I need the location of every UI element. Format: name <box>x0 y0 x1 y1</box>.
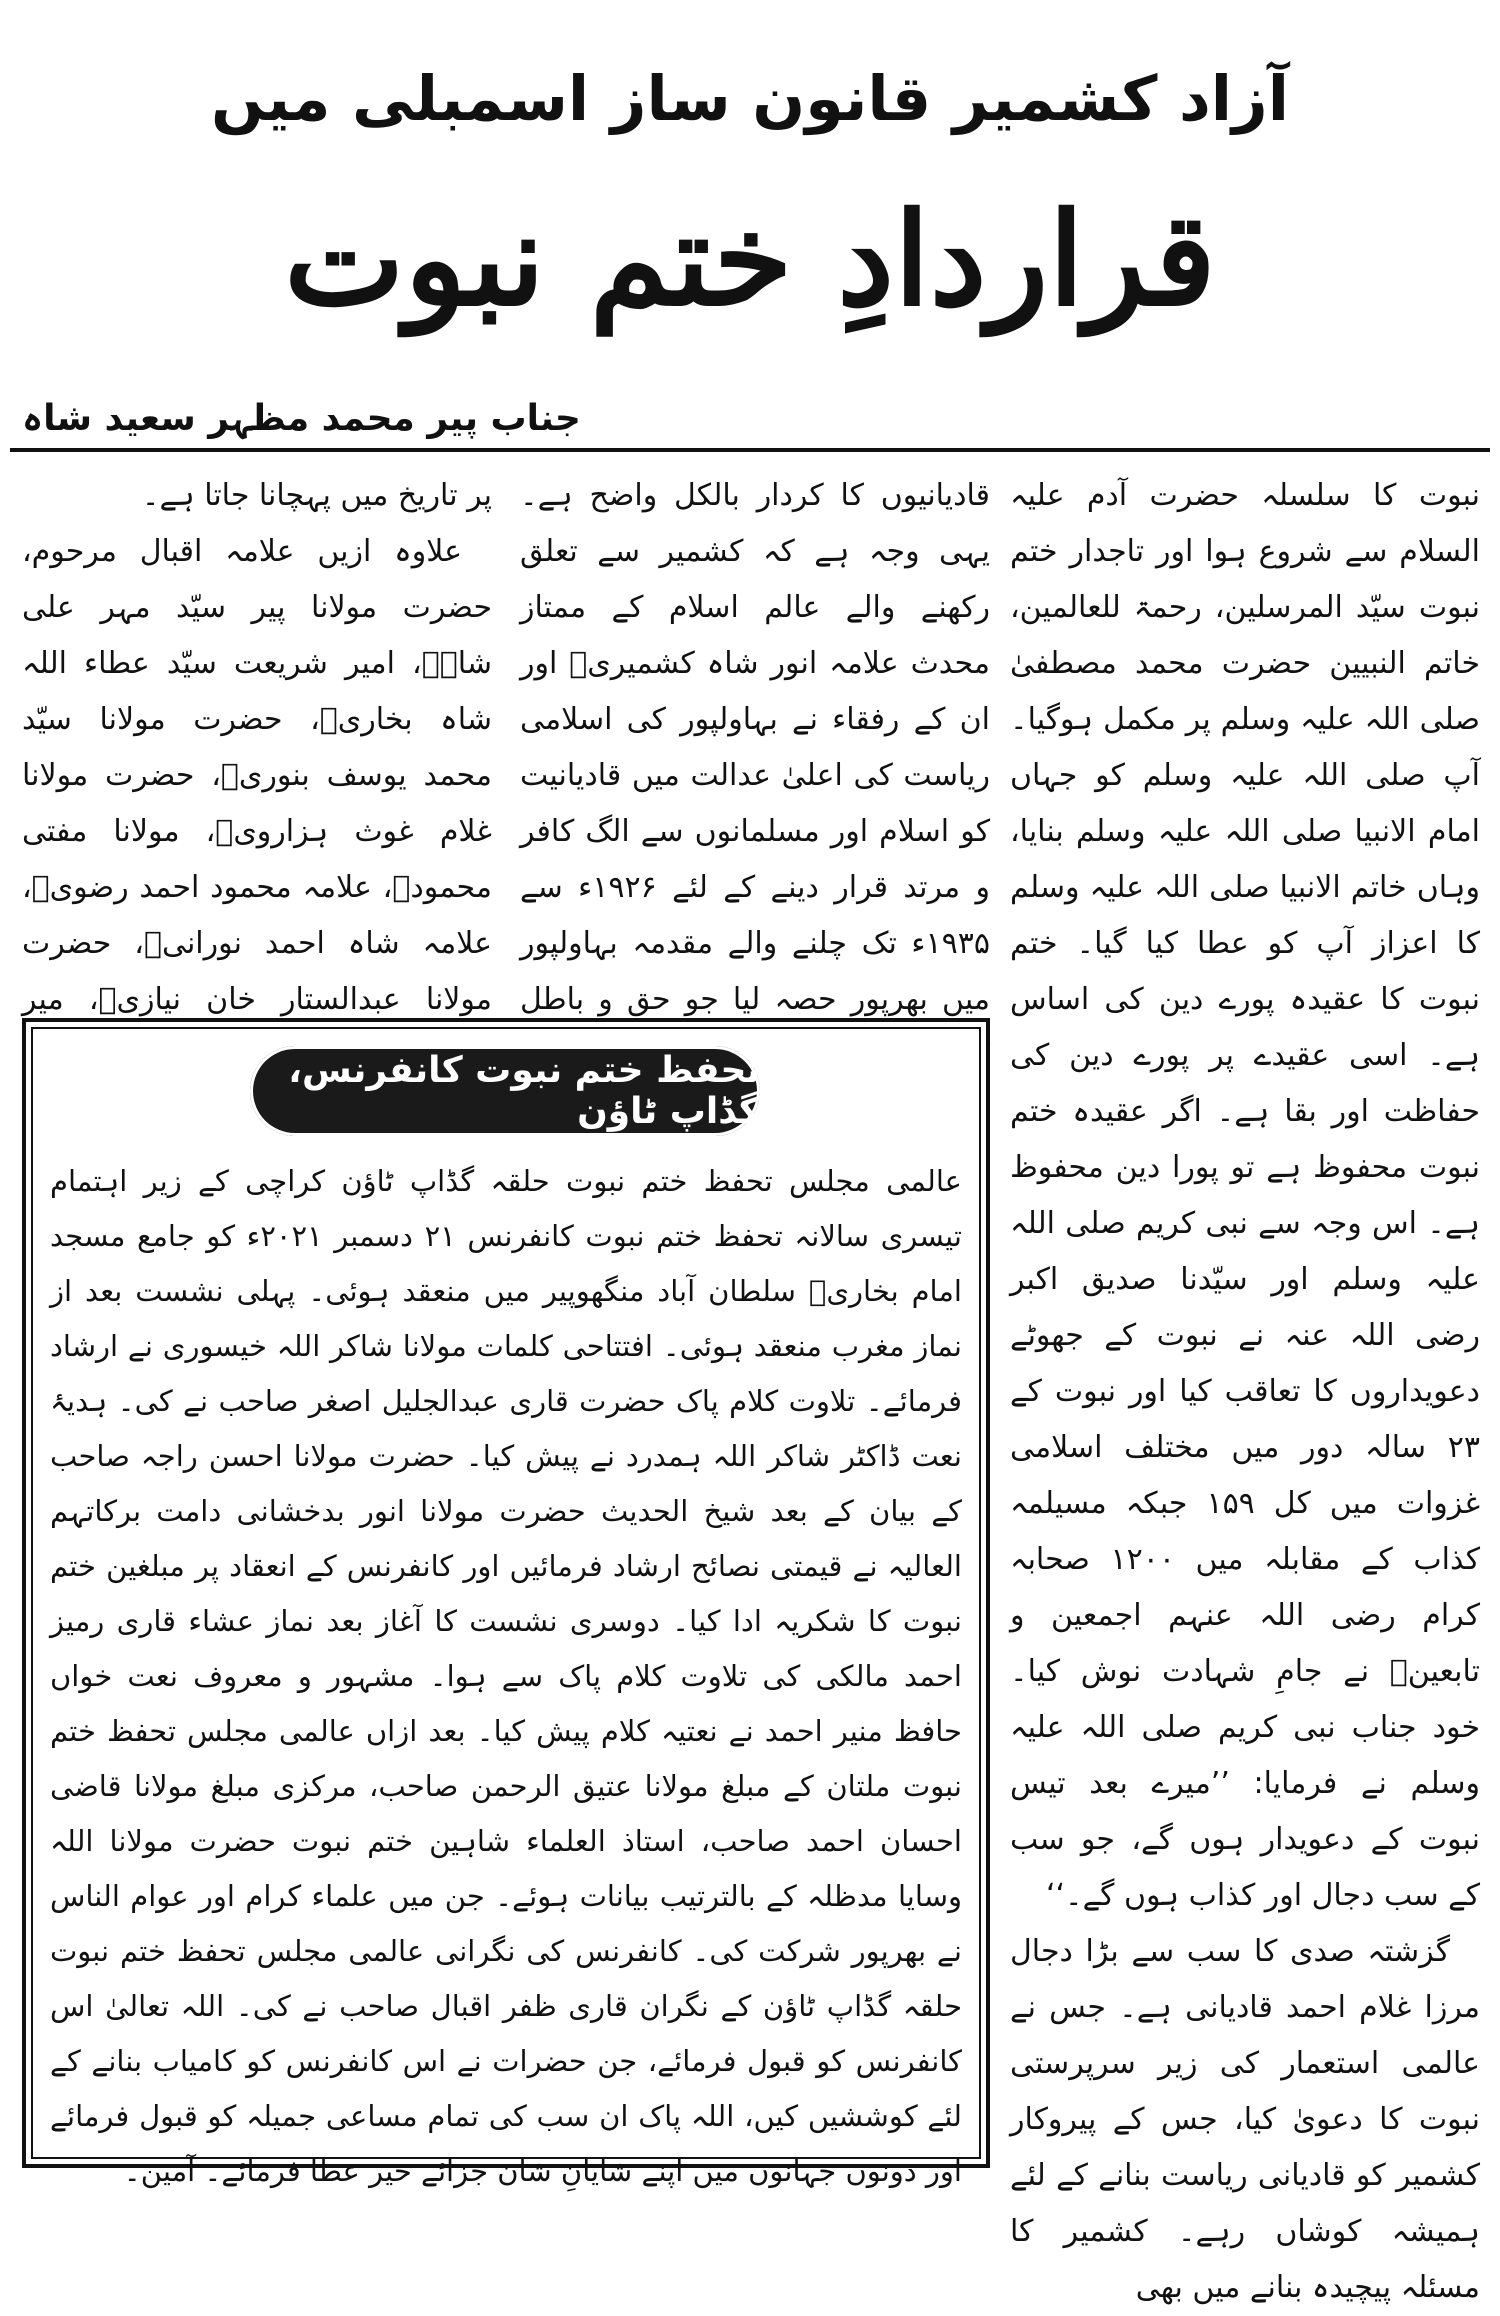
header-divider <box>10 448 1490 452</box>
article-kicker: آزاد کشمیر قانون ساز اسمبلی میں <box>210 62 1290 135</box>
paragraph: پر تاریخ میں پہچانا جاتا ہے۔ <box>141 478 492 513</box>
box-body-text: عالمی مجلس تحفظ ختم نبوت حلقہ گڈاپ ٹاؤن کراچی کے زیر اہتمام تیسری سالانہ تحفظ ختم نبوت کانفرنس ۲۱ دسمبر ۲۰۲۱ء کو جامع مسجد امام بخاریؒ سلطان آباد منگھوپیر میں منعقد ہوئی۔ پہلی نشست بعد از نماز مغرب منعقد ہوئی۔ افتتاحی کلمات مولانا شاکر اللہ خیسوری نے ارشاد فرمائے۔ تلاوت کلام پاک حضرت قاری عبدالجلیل اصغر صاحب نے کی۔ ہدیۂ نعت ڈاکٹر شاکر اللہ ہمدرد نے پیش کیا۔ حضرت مولانا احسن راجہ صاحب کے بیان کے بعد شیخ الحدیث حضرت مولانا انور بدخشانی دامت برکاتہم العالیہ نے قیمتی نصائح ارشاد فرمائیں اور کانفرنس کے انعقاد پر مبلغین ختم نبوت کا شکریہ ادا کیا۔ دوسری نشست کا آغاز بعد نماز عشاء قاری رمیز احمد مالکی کی تلاوت کلام پاک سے ہوا۔ مشہور و معروف نعت خواں حافظ منیر احمد نے نعتیہ کلام پیش کیا۔ بعد ازاں عالمی مجلس تحفظ ختم نبوت ملتان کے مبلغ مولانا عتیق الرحمن صاحب، مرکزی مبلغ مولانا قاضی احسان احمد صاحب، استاذ العلماء شاہین ختم نبوت حضرت مولانا اللہ وسایا مدظلہ کے بالترتیب بیانات ہوئے۔ جن میں علماء کرام اور عوام الناس نے بھرپور شرکت کی۔ کانفرنس کی نگرانی عالمی مجلس تحفظ ختم نبوت حلقہ گڈاپ ٹاؤن کے نگران قاری ظفر اقبال صاحب نے کی۔ اللہ تعالیٰ اس کانفرنس کو قبول فرمائے، جن حضرات نے اس کانفرنس کو کامیاب بنانے کے لئے کوششیں کیں، اللہ پاک ان سب کی تمام مساعی جمیلہ کو قبول فرمائے اور دونوں جہانوں میں اپنے شایانِ شان جزائے خیر عطا فرمائے۔ آمین۔ <box>50 1164 963 2188</box>
conference-news-box <box>22 1018 990 2188</box>
paragraph: گزشتہ صدی کا سب سے بڑا دجال مرزا غلام احمد قادیانی ہے۔ جس نے عالمی استعمار کی زیر سرپرستی نبوت کا دعویٰ کیا، جس کے پیروکار کشمیر کو قادیانی ریاست بنانے کے لئے ہمیشہ کوشاں رہے۔ کشمیر کا مسئلہ پیچیدہ بنانے میں بھی <box>1010 1934 1480 2305</box>
box-title-banner: تحفظ ختم نبوت کانفرنس، گڈاپ ٹاؤن <box>250 1046 760 1136</box>
article-column-middle <box>520 468 990 1017</box>
article-headline: قراردادِ ختم نبوت <box>284 185 1216 335</box>
paragraph: نبوت کا سلسلہ حضرت آدم علیہ السلام سے شروع ہوا اور تاجدار ختم نبوت سیّد المرسلین، رحمۃ للعالمین، خاتم النبیین حضرت محمد مصطفیٰ صلی اللہ علیہ وسلم پر مکمل ہوگیا۔ آپ صلی اللہ علیہ وسلم کو جہاں امام الانبیا صلی اللہ علیہ وسلم بنایا، وہاں خاتم الانبیا صلی اللہ علیہ وسلم کا اعزاز آپ کو عطا کیا گیا۔ ختم نبوت کا عقیدہ پورے دین کی اساس ہے۔ اسی عقیدے پر پورے دین کی حفاظت اور بقا ہے۔ اگر عقیدہ ختم نبوت محفوظ ہے تو پورا دین محفوظ ہے۔ اس وجہ سے نبی کریم صلی اللہ علیہ وسلم اور سیّدنا صدیق اکبر رضی اللہ عنہ نے نبوت کے جھوٹے دعویداروں کا تعاقب کیا اور نبوت کے ۲۳ سالہ دور میں مختلف اسلامی غزوات میں کل ۱۵۹ جبکہ مسیلمہ کذاب کے مقابلہ میں ۱۲۰۰ صحابہ کرام رضی اللہ عنہم اجمعین و تابعینؒ نے جامِ شہادت نوش کیا۔ خود جناب نبی کریم صلی اللہ علیہ وسلم نے فرمایا: ’’میرے بعد تیس نبوت کے دعویدار ہوں گے، جو سب کے سب دجال اور کذاب ہوں گے۔‘‘ <box>1010 478 1481 1913</box>
article-column-right <box>1010 468 1481 2305</box>
article-column-left <box>22 468 492 1017</box>
paragraph: قادیانیوں کا کردار بالکل واضح ہے۔ یہی وجہ ہے کہ کشمیر سے تعلق رکھنے والے عالم اسلام کے ممتاز محدث علامہ انور شاہ کشمیریؒ اور ان کے رفقاء نے بہاولپور کی اسلامی ریاست کی اعلیٰ عدالت میں قادیانیت کو اسلام اور مسلمانوں سے الگ کافر و مرتد قرار دینے کے لئے ۱۹۲۶ء سے ۱۹۳۵ء تک چلنے والے مقدمہ بہاولپور میں بھرپور حصہ لیا جو حق و باطل <box>520 478 990 1017</box>
paragraph: علاوہ ازیں علامہ اقبال مرحوم، حضرت مولانا پیر سیّد مہر علی شاہؒ، امیر شریعت سیّد عطاء اللہ شاہ بخاریؒ، حضرت مولانا سیّد محمد یوسف بنوریؒ، حضرت مولانا غلام غوث ہزارویؒ، مولانا مفتی محمودؒ، علامہ محمود احمد رضویؒ، علامہ شاہ احمد نورانیؒ، حضرت مولانا عبدالستار خان نیازیؒ، میر <box>22 534 492 1017</box>
author-byline: جناب پیر محمد مظہر سعید شاہ <box>22 398 581 439</box>
